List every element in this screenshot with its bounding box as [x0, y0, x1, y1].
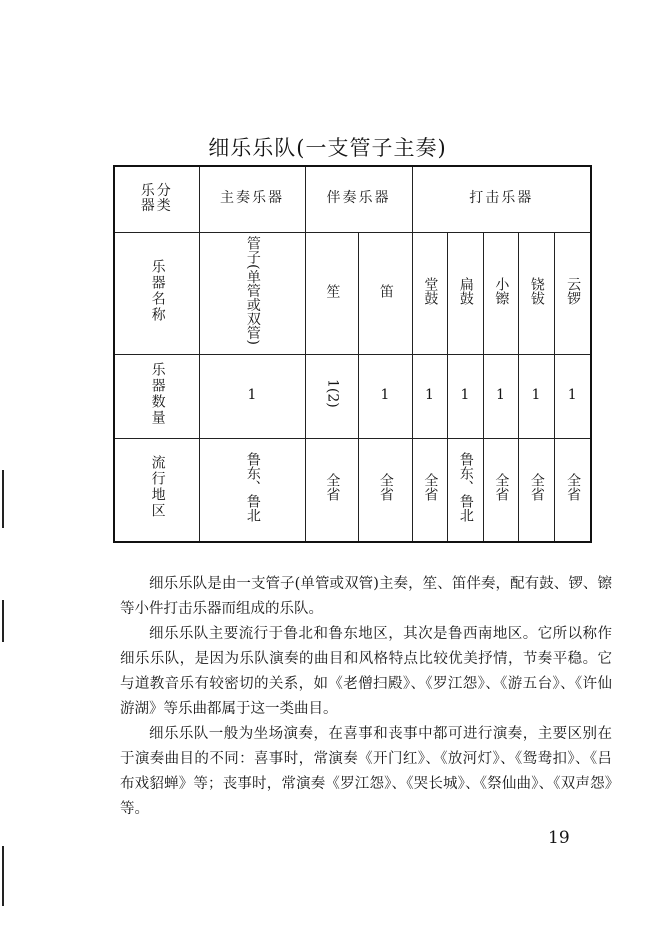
region-value: 全省	[528, 473, 545, 502]
row-label-cell	[114, 232, 199, 354]
page-title: 细乐乐队(一支管子主奏)	[208, 136, 447, 160]
region-cell	[447, 438, 483, 542]
name-row	[114, 232, 591, 354]
group-header-lead: 主奏乐器	[199, 166, 305, 232]
scan-edge-mark	[2, 600, 4, 642]
region-value: 全省	[324, 473, 341, 502]
count-cell: 1	[358, 354, 412, 438]
instrument-name: 云锣	[565, 276, 582, 305]
count-cell: 1	[518, 354, 554, 438]
name-cell	[199, 232, 305, 354]
group-header-accompany: 伴奏乐器	[305, 166, 412, 232]
row-label-name: 乐器名称	[149, 258, 166, 323]
instrument-name: 铙钹	[528, 276, 545, 305]
region-value: 全省	[377, 473, 394, 502]
row-label-count: 乐器数量	[149, 361, 166, 426]
group-header-percussion: 打击乐器	[412, 166, 591, 232]
row-label-region: 流行地区	[149, 455, 166, 520]
count-row	[114, 354, 591, 438]
region-value: 鲁东、鲁北	[457, 452, 474, 523]
scan-edge-mark	[2, 846, 4, 906]
count-cell	[305, 354, 358, 438]
name-cell	[483, 232, 518, 354]
region-row	[114, 438, 591, 542]
count-cell: 1	[554, 354, 591, 438]
region-value: 全省	[422, 473, 439, 502]
instrument-table	[113, 165, 592, 543]
corner-label-top: 乐分	[140, 182, 173, 199]
name-cell	[518, 232, 554, 354]
name-cell	[554, 232, 591, 354]
body-paragraph: 细乐乐队一般为坐场演奏，在喜事和丧事中都可进行演奏，主要区别在于演奏曲目的不同：喜事时，常演奏《开门红》、《放河灯》、《鸳鸯扣》、《吕布戏貂蝉》等；丧事时，常演奏《罗江怨》、《哭长城》、《祭仙曲》、《双声怨》等。	[120, 726, 612, 817]
region-cell	[199, 438, 305, 542]
region-value: 全省	[565, 473, 582, 502]
row-label-cell	[114, 354, 199, 438]
region-value: 鲁东、鲁北	[244, 452, 261, 523]
region-cell	[554, 438, 591, 542]
count-cell: 1	[483, 354, 518, 438]
region-cell	[358, 438, 412, 542]
instrument-name: 笛	[377, 283, 394, 298]
instrument-name: 小镲	[493, 276, 510, 305]
corner-cell	[114, 166, 199, 232]
count-value: 1(2)	[324, 379, 341, 409]
region-value: 全省	[493, 473, 510, 502]
instrument-name: 堂鼓	[422, 276, 439, 305]
page-number: 19	[548, 828, 570, 848]
region-cell	[305, 438, 358, 542]
region-cell	[412, 438, 447, 542]
row-label-cell	[114, 438, 199, 542]
region-cell	[518, 438, 554, 542]
body-paragraph: 细乐乐队是由一支管子(单管或双管)主奏，笙、笛伴奏，配有鼓、锣、镲等小件打击乐器而组成的乐队。	[120, 576, 612, 617]
instrument-name: 扁鼓	[457, 276, 474, 305]
name-cell	[305, 232, 358, 354]
body-paragraph: 细乐乐队主要流行于鲁北和鲁东地区，其次是鲁西南地区。它所以称作细乐乐队，是因为乐队演奏的曲目和风格特点比较优美抒情，节奏平稳。它与道教音乐有较密切的关系，如《老僧扫殿》、《罗江怨》、《游五台》、《许仙游湖》等乐曲都属于这一类曲目。	[120, 626, 612, 717]
instrument-name: 管子(单管或双管)	[244, 236, 261, 346]
name-cell	[358, 232, 412, 354]
region-cell	[483, 438, 518, 542]
name-cell	[412, 232, 447, 354]
count-cell: 1	[199, 354, 305, 438]
name-cell	[447, 232, 483, 354]
header-row	[114, 166, 591, 232]
instrument-name: 笙	[324, 283, 341, 298]
count-cell: 1	[447, 354, 483, 438]
corner-label-bottom: 器类	[140, 198, 173, 215]
scan-edge-mark	[2, 470, 4, 528]
count-cell: 1	[412, 354, 447, 438]
